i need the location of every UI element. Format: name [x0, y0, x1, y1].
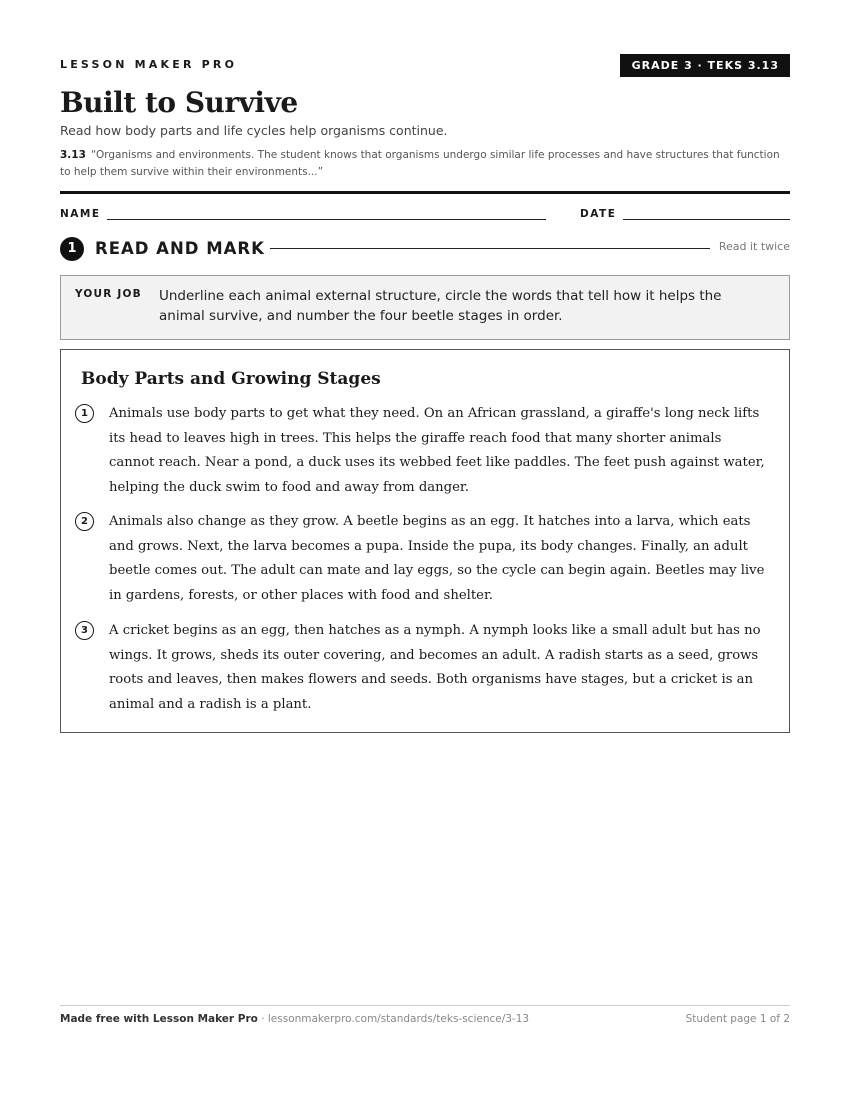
name-field[interactable]: [107, 219, 546, 220]
section-divider: [270, 248, 710, 249]
page-subtitle: Read how body parts and life cycles help organisms continue.: [60, 123, 448, 138]
reading-passage: [60, 349, 790, 733]
name-date-row: [60, 207, 790, 223]
worksheet-page: [60, 0, 790, 1100]
paragraph-number-3: 3: [75, 621, 94, 640]
footer-credit: Made free with Lesson Maker Pro: [60, 1013, 258, 1025]
top-bar: [60, 54, 790, 78]
section-title: READ AND MARK: [95, 239, 265, 258]
passage-paragraph-3: [75, 619, 775, 719]
date-label: DATE: [580, 208, 617, 220]
date-field[interactable]: [623, 219, 790, 220]
standard-text: “Organisms and environments. The student knows that organisms undergo similar life processes and have structures that function to help them survive within their environments...”: [60, 149, 780, 178]
paragraph-text-3: A cricket begins as an egg, then hatches as a nymph. A nymph looks like a small adult but has no wings. It grows, sheds its outer covering, and becomes an adult. A radish starts as a seed, grows roots and leaves, then makes flowers and seeds. Both organisms have stages, but a cricket is an animal and a radish is a plant.: [109, 623, 761, 712]
section-note: Read it twice: [718, 240, 790, 253]
name-label: NAME: [60, 208, 101, 220]
your-job-label: YOUR JOB: [75, 288, 142, 300]
your-job-box: [60, 275, 790, 340]
page-footer: [60, 1012, 790, 1026]
footer-divider: [60, 1005, 790, 1006]
your-job-instructions: Underline each animal external structure, circle the words that tell how it helps the animal survive, and number the four beetle stages in order.: [159, 288, 722, 324]
brand-name: LESSON MAKER PRO: [60, 58, 238, 71]
passage-paragraph-1: [75, 402, 775, 502]
paragraph-number-1: 1: [75, 404, 94, 423]
page-title: Built to Survive: [60, 86, 298, 119]
paragraph-number-2: 2: [75, 512, 94, 531]
standard-statement: [60, 147, 790, 181]
standard-code: 3.13: [60, 149, 86, 161]
section-number-badge: 1: [60, 237, 84, 261]
grade-standard-badge: GRADE 3 · TEKS 3.13: [620, 54, 790, 77]
section-read-and-mark-header: [60, 237, 790, 259]
passage-paragraph-2: [75, 510, 775, 610]
passage-title: Body Parts and Growing Stages: [81, 369, 381, 389]
header-divider: [60, 191, 790, 194]
page-number: Student page 1 of 2: [685, 1013, 790, 1025]
footer-url: lessonmakerpro.com/standards/teks-science/3-13: [267, 1013, 530, 1025]
paragraph-text-1: Animals use body parts to get what they need. On an African grassland, a giraffe's long neck lifts its head to leaves high in trees. This helps the giraffe reach food that many shorter animals cannot reach. Near a pond, a duck uses its webbed feet like paddles. The feet push against water, helping the duck swim to food and away from danger.: [109, 406, 765, 495]
footer-separator: ·: [257, 1013, 268, 1025]
paragraph-text-2: Animals also change as they grow. A beetle begins as an egg. It hatches into a larva, which eats and grows. Next, the larva becomes a pupa. Inside the pupa, its body changes. Finally, an adult beetle comes out. The adult can mate and lay eggs, so the cycle can begin again. Beetles may live in gardens, forests, or other places with food and shelter.: [109, 514, 765, 603]
